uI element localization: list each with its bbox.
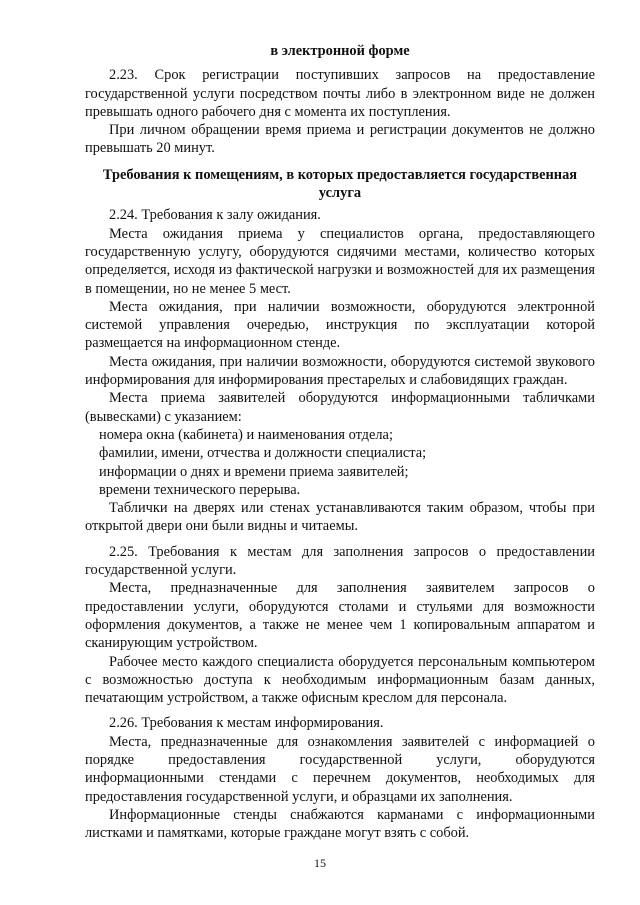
paragraph-sound-system: Места ожидания, при наличии возможности, оборудуются системой звукового информирования для информирования престарелых и слабовидящих граждан. bbox=[85, 353, 595, 389]
paragraph-2-25: 2.25. Требования к местам для заполнения запросов о предоставлении государственной услуги. bbox=[85, 543, 595, 579]
heading-premises: Требования к помещениям, в которых предоставляется государственная услуга bbox=[102, 166, 578, 202]
paragraph-info-stands: Информационные стенды снабжаются карманами с информационными листками и памятками, которые граждане могут взять с собой. bbox=[85, 806, 595, 842]
paragraph-waiting-places: Места ожидания приема у специалистов органа, предоставляющего государственную услугу, оборудуются сидячими местами, количество которых определяется, исходя из фактической нагрузки и возможностей для их размещения в помещении, но не менее 5 мест. bbox=[85, 225, 595, 297]
page-body bbox=[85, 42, 595, 842]
paragraph-info-places: Места, предназначенные для ознакомления заявителей с информацией о порядке предоставления государственной услуги, оборудуются информационными стендами с перечнем документов, необходимых для предоставления государственной услуги, и образцами их заполнения. bbox=[85, 733, 595, 805]
paragraph-signs: Места приема заявителей оборудуются информационными табличками (вывесками) с указанием: bbox=[85, 390, 595, 425]
paragraph-personal-visit: При личном обращении время приема и регистрации документов не должно превышать 20 минут. bbox=[85, 122, 595, 157]
paragraph-workplace: Рабочее место каждого специалиста оборудуется персональным компьютером с возможностью доступа к необходимым информационным базам данных, печатающим устройством, а также офисным креслом для персонала. bbox=[85, 653, 595, 707]
list-item: номера окна (кабинета) и наименования отдела; bbox=[99, 426, 393, 443]
paragraph-filling-places: Места, предназначенные для заполнения заявителем запросов о предоставлении услуги, оборудуются столами и стульями для возможности оформления документов, а также не менее чем 1 копировальным аппаратом и сканирующим устройством. bbox=[85, 580, 595, 652]
section-tail-heading: в электронной форме bbox=[270, 43, 410, 59]
list-item: времени технического перерыва. bbox=[99, 481, 301, 498]
paragraph-2-24: 2.24. Требования к залу ожидания. bbox=[109, 207, 321, 224]
list-item: информации о днях и времени приема заявителей; bbox=[99, 463, 409, 480]
paragraph-queue-system: Места ожидания, при наличии возможности, оборудуются электронной системой управления очередью, инструкция по эксплуатации которой размещается на информационном стенде. bbox=[85, 298, 595, 352]
paragraph-2-23: 2.23. Срок регистрации поступивших запросов на предоставление государственной услуги посредством почты либо в электронном виде не должен превышать одного рабочего дня с момента их поступления. bbox=[85, 67, 595, 120]
paragraph-sign-placement: Таблички на дверях или стенах устанавливаются таким образом, чтобы при открытой двери они были видны и читаемы. bbox=[85, 500, 595, 535]
list-item: фамилии, имени, отчества и должности специалиста; bbox=[99, 445, 427, 462]
page-number: 15 bbox=[314, 856, 326, 870]
paragraph-2-26: 2.26. Требования к местам информирования. bbox=[109, 715, 384, 732]
